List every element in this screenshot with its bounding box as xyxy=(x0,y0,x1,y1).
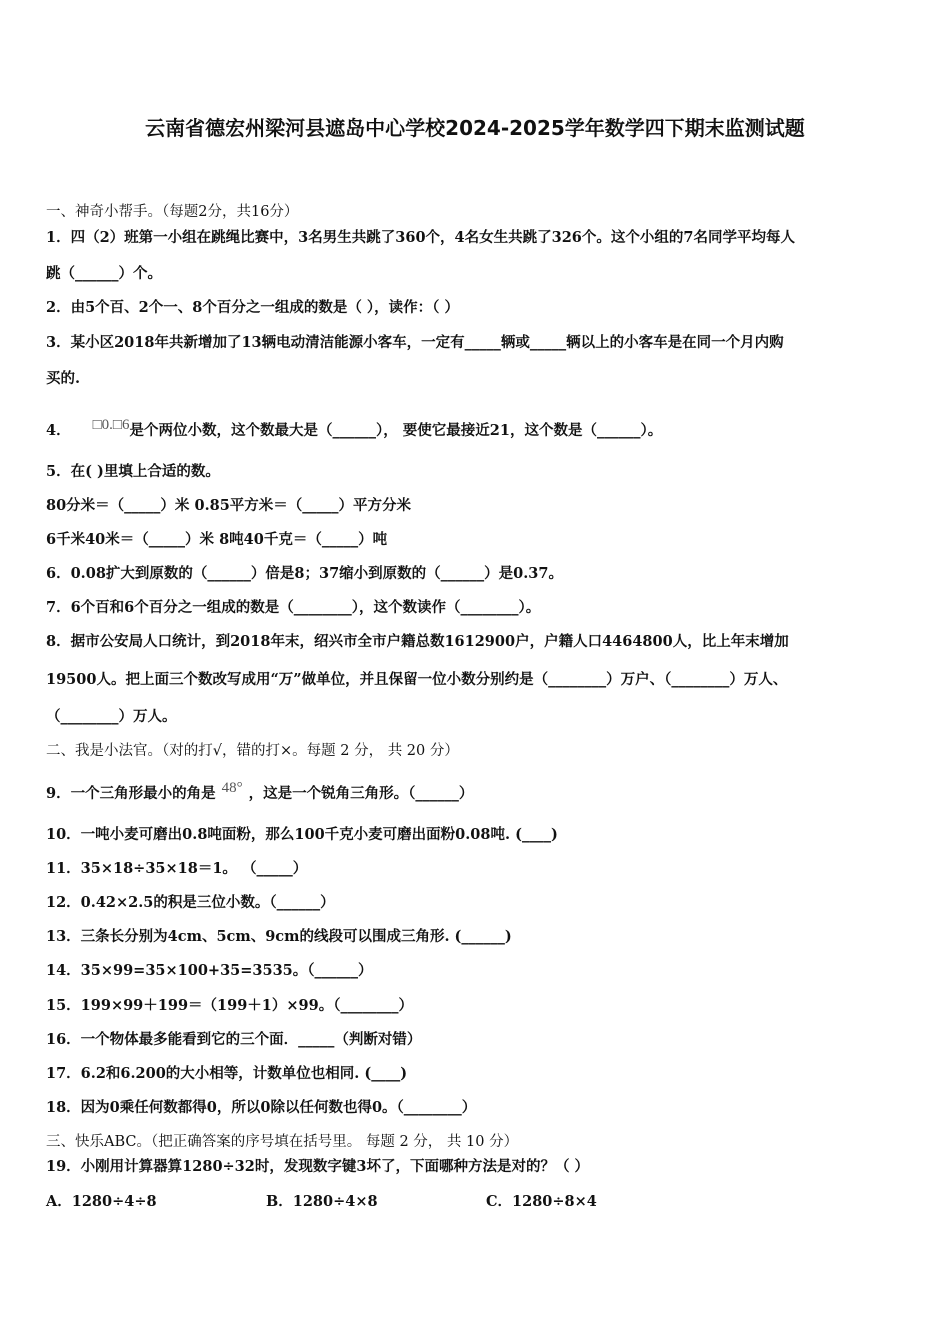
question-14: 14．35×99=35×100+35=3535。（______） xyxy=(46,962,373,979)
question-1: 1．四（2）班第一小组在跳绳比赛中，3名男生共跳了360个，4名女生共跳了326个。这个小组的7名同学平均每人 xyxy=(46,229,795,246)
question-17: 17．6.2和6.200的大小相等，计数单位也相同. (____) xyxy=(46,1065,408,1082)
question-6: 6．0.08扩大到原数的（______）倍是8；37缩小到原数的（______）是0.37。 xyxy=(46,565,563,582)
question-19: 19．小刚用计算器算1280÷32时，发现数字键3坏了，下面哪种方法是对的？（ ） xyxy=(46,1158,589,1175)
question-1-cont: 跳（______）个。 xyxy=(46,265,162,282)
decimal-figure: □0.□6 xyxy=(92,417,130,433)
question-8-cont-2: （________）万人。 xyxy=(46,708,177,725)
question-5-line-1: 80分米＝（_____）米 0.85平方米＝（_____）平方分米 xyxy=(46,497,412,514)
question-7: 7．6个百和6个百分之一组成的数是（________），这个数读作（________）。 xyxy=(46,599,541,616)
question-12: 12．0.42×2.5的积是三位小数。（______） xyxy=(46,894,335,911)
question-13: 13．三条长分别为4cm、5cm、9cm的线段可以围成三角形. (______) xyxy=(46,928,512,945)
question-2: 2．由5个百、2个一、8个百分之一组成的数是（ ），读作：（ ） xyxy=(46,299,459,316)
section-2-heading: 二、我是小法官。（对的打√，错的打×。每题 2 分， 共 20 分） xyxy=(46,743,459,759)
question-15: 15．199×99＋199＝（199＋1）×99。（________） xyxy=(46,997,413,1014)
page-title: 云南省德宏州梁河县遮岛中心学校2024-2025学年数学四下期末监测试题 xyxy=(145,116,805,140)
question-9-text-a: 9．一个三角形最小的角是 xyxy=(46,785,216,802)
question-16: 16．一个物体最多能看到它的三个面．_____（判断对错） xyxy=(46,1031,422,1048)
question-4-text: 是个两位小数，这个数最大是（______）， 要使它最接近21，这个数是（______）。 xyxy=(129,422,663,439)
question-9-text-b: ，这是一个锐角三角形。（______） xyxy=(248,785,474,802)
question-9 xyxy=(46,778,473,804)
option-b: B．1280÷4×8 xyxy=(266,1193,378,1210)
question-8: 8．据市公安局人口统计，到2018年末，绍兴市全市户籍总数1612900户，户籍人口4464800人，比上年末增加 xyxy=(46,633,789,650)
section-3-heading: 三、快乐ABC。（把正确答案的序号填在括号里。 每题 2 分， 共 10 分） xyxy=(46,1134,519,1150)
angle-figure: 48° xyxy=(221,780,243,796)
question-8-cont-1: 19500人。把上面三个数改写成用“万”做单位，并且保留一位小数分别约是（________）万户、（________）万人、 xyxy=(46,671,788,688)
question-3: 3．某小区2018年共新增加了13辆电动清洁能源小客车，一定有_____辆或_____辆以上的小客车是在同一个月内购 xyxy=(46,334,784,351)
question-3-cont: 买的. xyxy=(46,370,81,387)
question-4 xyxy=(46,415,662,441)
question-11: 11．35×18÷35×18＝1。 （_____） xyxy=(46,860,308,877)
question-18: 18．因为0乘任何数都得0，所以0除以任何数也得0。（________） xyxy=(46,1099,477,1116)
question-5-line-2: 6千米40米＝（_____）米 8吨40千克＝（_____）吨 xyxy=(46,531,388,548)
section-1-heading: 一、神奇小帮手。（每题2分，共16分） xyxy=(46,204,299,220)
question-5: 5．在( )里填上合适的数。 xyxy=(46,463,220,480)
question-4-number: 4． xyxy=(46,422,71,439)
question-10: 10．一吨小麦可磨出0.8吨面粉，那么100千克小麦可磨出面粉0.08吨. (____) xyxy=(46,826,558,843)
option-c: C．1280÷8×4 xyxy=(486,1193,597,1210)
option-a: A．1280÷4÷8 xyxy=(46,1193,157,1210)
